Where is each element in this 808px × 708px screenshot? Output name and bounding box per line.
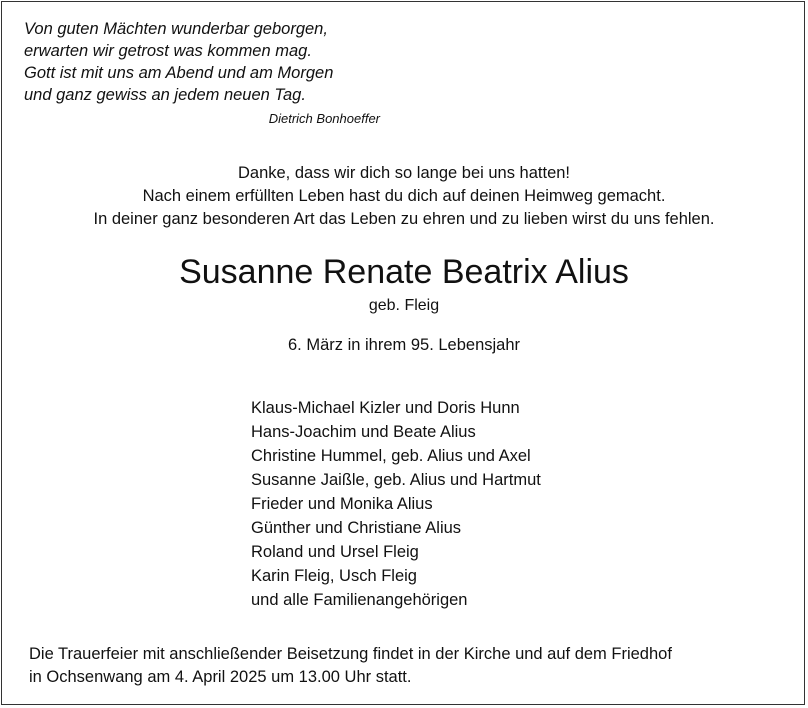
- poem-author: Dietrich Bonhoeffer: [268, 111, 380, 126]
- date-line: 6. März in ihrem 95. Lebensjahr: [287, 336, 521, 354]
- intro-line: Nach einem erfüllten Leben hast du dich auf deinen Heimweg gemacht.: [142, 187, 666, 205]
- mourner-item: Karin Fleig, Usch Fleig: [251, 567, 417, 585]
- mourner-item: Christine Hummel, geb. Alius und Axel: [251, 447, 531, 465]
- mourner-item: Günther und Christiane Alius: [251, 519, 462, 537]
- poem-line: Gott ist mit uns am Abend und am Morgen: [24, 64, 334, 82]
- poem-line: und ganz gewiss an jedem neuen Tag.: [24, 86, 306, 104]
- mourner-item: Hans-Joachim und Beate Alius: [251, 423, 476, 441]
- maiden-name: geb. Fleig: [368, 297, 440, 314]
- poem-line: erwarten wir getrost was kommen mag.: [24, 42, 312, 60]
- intro-line: In deiner ganz besonderen Art das Leben zu ehren und zu lieben wirst du uns fehlen.: [93, 210, 715, 228]
- mourner-item: Klaus-Michael Kizler und Doris Hunn: [251, 399, 520, 417]
- deceased-name: Susanne Renate Beatrix Alius: [179, 253, 629, 291]
- service-info: [29, 643, 789, 689]
- intro-line: Danke, dass wir dich so lange bei uns hatten!: [237, 164, 571, 182]
- mourners-list: [251, 396, 651, 612]
- intro-text: [0, 162, 808, 231]
- mourner-item: Roland und Ursel Fleig: [251, 543, 419, 561]
- poem-line: Von guten Mächten wunderbar geborgen,: [24, 20, 328, 38]
- mourner-item: Frieder und Monika Alius: [251, 495, 433, 513]
- mourner-item: Susanne Jaißle, geb. Alius und Hartmut: [251, 471, 541, 489]
- poem-block: [24, 18, 404, 126]
- service-line: in Ochsenwang am 4. April 2025 um 13.00 Uhr statt.: [29, 668, 412, 686]
- mourner-item: und alle Familienangehörigen: [251, 591, 468, 609]
- service-line: Die Trauerfeier mit anschließender Beisetzung findet in der Kirche und auf dem Friedhof: [29, 645, 672, 663]
